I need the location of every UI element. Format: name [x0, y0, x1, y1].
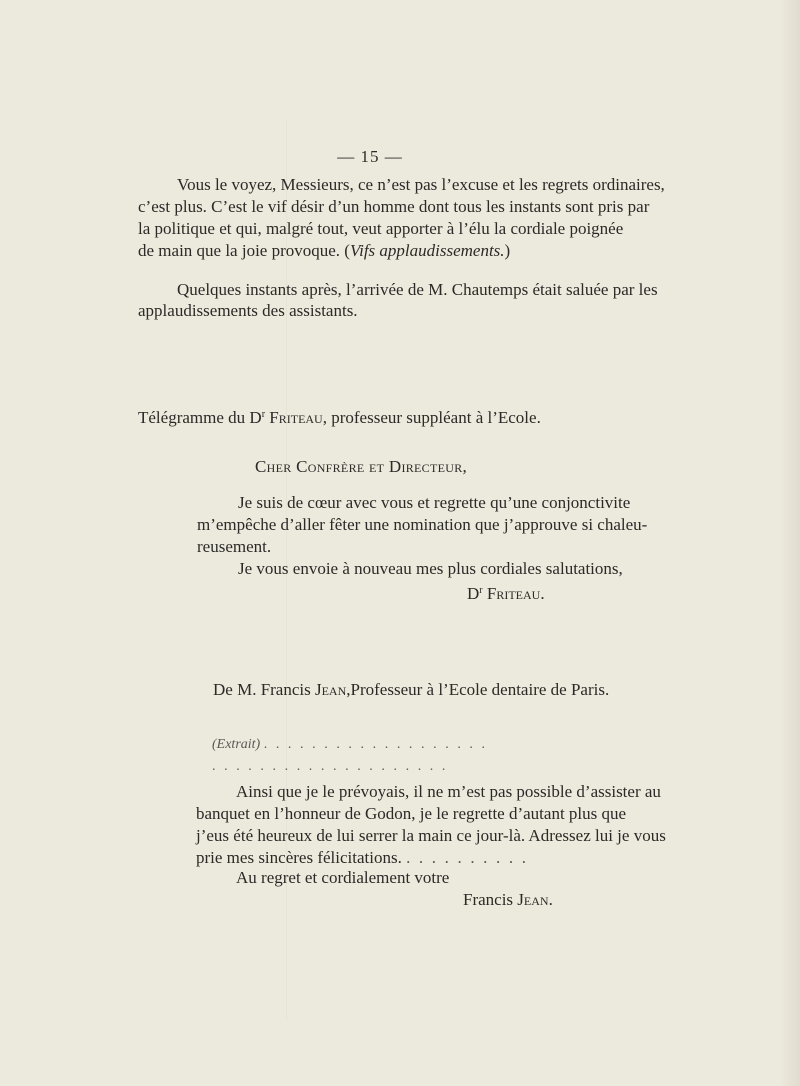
telegram-intro-text: Télégramme du D: [138, 408, 262, 427]
telegram-intro-rest: , professeur suppléant à l’Ecole.: [322, 408, 541, 427]
paragraph1-line1: Vous le voyez, Messieurs, ce n’est pas l’excuse et les regrets ordinaires,: [177, 175, 665, 194]
telegram-salutation: Cher Confrère et Directeur,: [255, 457, 468, 476]
paragraph1-line4-text: de main que la joie provoque. (: [138, 241, 350, 260]
paragraph1-line4-end: ): [504, 241, 511, 260]
letter-body-line4: [196, 847, 535, 869]
telegram-body-line4: Je vous envoie à nouveau mes plus cordiales salutations,: [238, 559, 623, 578]
paragraph2-line1: Quelques instants après, l’arrivée de M. Chautemps était saluée par les: [177, 280, 658, 299]
telegram-signature-name: Friteau.: [486, 584, 545, 603]
telegram-signature-sup: r: [479, 585, 483, 596]
telegram-signature: [467, 583, 545, 605]
letter-signature-first: Francis: [463, 890, 518, 909]
letter-intro-rest: ,Professeur à l’Ecole dentaire de Paris.: [346, 680, 610, 699]
ellipsis-dots-1: ...................: [263, 737, 494, 752]
paragraph1-line4: [138, 240, 510, 262]
telegram-intro: [138, 407, 541, 429]
telegram-body-line1: Je suis de cœur avec vous et regrette qu’une conjonctivite: [238, 493, 631, 512]
letter-closing: Au regret et cordialement votre: [236, 868, 450, 887]
extrait-label: (Extrait): [212, 737, 261, 752]
telegram-body-line2: m’empêche d’aller fêter une nomination que j’approuve si chaleu-: [197, 515, 648, 534]
letter-signature-name: Jean.: [517, 890, 553, 909]
letter-signature: [463, 889, 553, 911]
paragraph1-line3: la politique et qui, malgré tout, veut apporter à l’élu la cordiale poignée: [138, 219, 624, 238]
letter-body-line3: j’eus été heureux de lui serrer la main ce jour-là. Adressez lui je vous: [196, 826, 666, 845]
page-number: — 15 —: [337, 147, 403, 166]
letter-intro-text: De M. Francis: [213, 680, 315, 699]
telegram-signature-prefix: D: [467, 584, 480, 603]
letter-intro: [213, 679, 609, 701]
telegram-intro-sup: r: [261, 409, 266, 420]
letter-body-line1: Ainsi que je le prévoyais, il ne m’est pas possible d’assister au: [236, 782, 661, 801]
applause-italic: Vifs applaudissements.: [349, 241, 505, 260]
paragraph2-line2: applaudissements des assistants.: [138, 301, 358, 320]
paragraph1-line2: c’est plus. C’est le vif désir d’un homme dont tous les instants sont pris par: [138, 197, 650, 216]
letter-body-line2: banquet en l’honneur de Godon, je le regrette d’autant plus que: [196, 804, 627, 823]
letter-author-name: Jean: [314, 680, 347, 699]
letter-ellipsis-line: [212, 756, 454, 778]
ellipsis-dots-2: ....................: [212, 759, 454, 774]
telegram-author-name: Friteau: [269, 408, 323, 427]
letter-body-line4-text: prie mes sincères félicitations.: [196, 848, 402, 867]
ellipsis-dots-3: ..........: [406, 848, 535, 867]
telegram-body-line3: reusement.: [197, 537, 272, 556]
letter-extract-label: [212, 734, 494, 756]
